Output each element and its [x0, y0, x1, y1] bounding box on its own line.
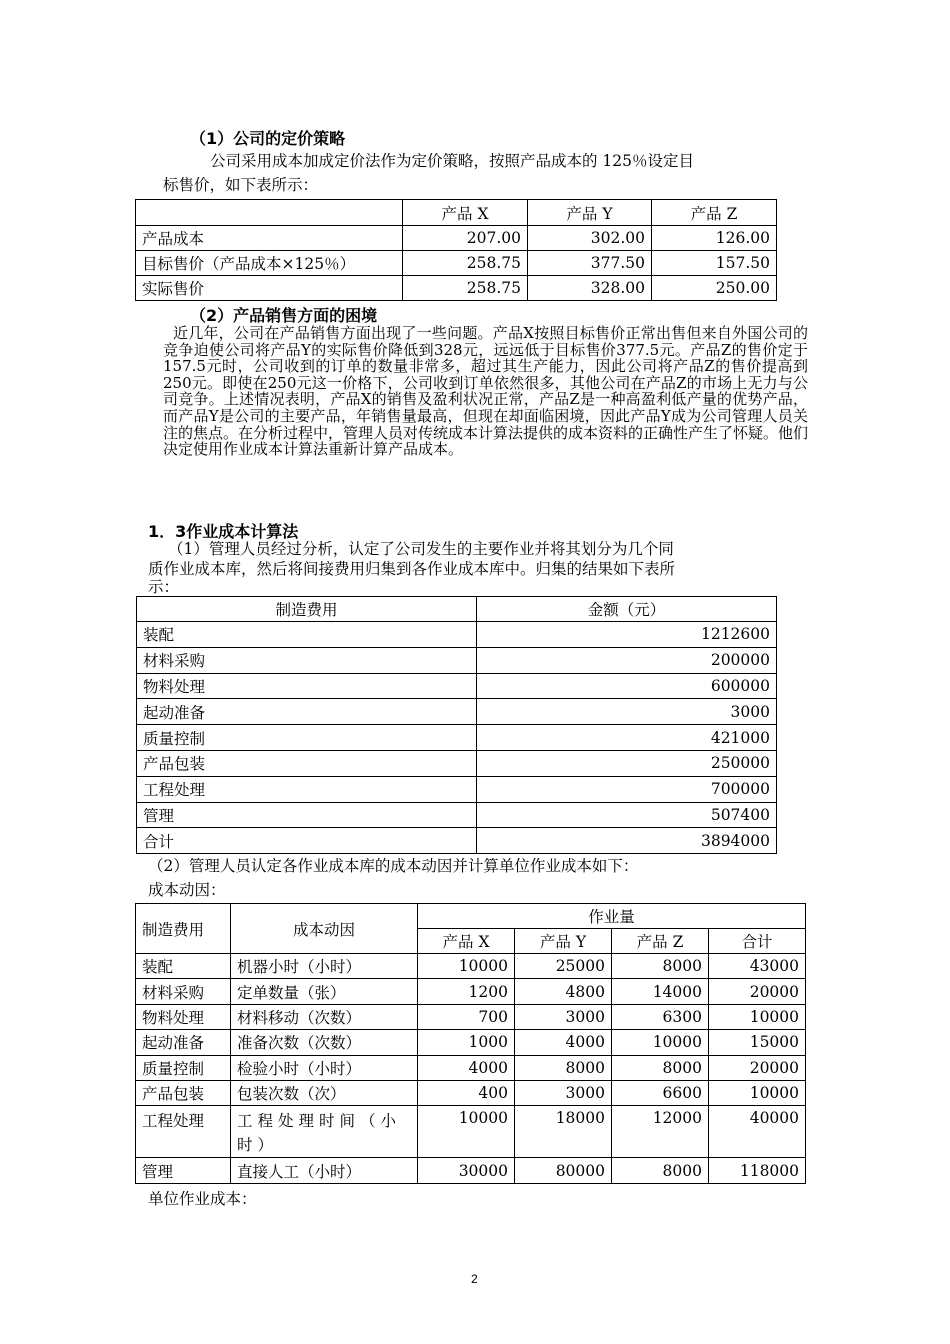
table-cell: 258.75 — [403, 251, 528, 276]
table-cell: 258.75 — [403, 276, 528, 301]
pricing-table — [135, 199, 777, 301]
table-cell: 直接人工（小时） — [231, 1158, 418, 1183]
table-row — [137, 622, 777, 648]
table-cell: 产品包装 — [137, 750, 477, 776]
table-row — [136, 954, 806, 979]
paragraph-sales-difficulty: 近几年，公司在产品销售方面出现了一些问题。产品X按照目标售价正常出售但来自外国公司的竞争迫使公司将产品Y的实际售价降低到328元，远远低于目标售价377.5元。产品Z的售价定于157.5元时，公司收到的订单的数量非常多，超过其生产能力，因此公司将产品Z的售价提高到250元。即使在250元这一价格下，公司收到订单依然很多，其他公司在产品Z的市场上无力与公司竞争。上述情况表明，产品X的销售及盈利状况正常，产品Z是一种高盈利低产量的优势产品，而产品Y是公司的主要产品，年销售量最高，但现在却面临困境，因此产品Y成为公司管理人员关注的焦点。在分析过程中，管理人员对传统成本计算法提供的成本资料的正确性产生了怀疑。他们决定使用作业成本计算法重新计算产品成本。 — [163, 324, 809, 459]
table-cell: 207.00 — [403, 226, 528, 251]
table-row — [137, 647, 777, 673]
table-cell: 3000 — [515, 1004, 612, 1029]
table-header-row — [136, 904, 806, 929]
table-header-row — [137, 597, 777, 622]
table-cell: 250000 — [477, 750, 777, 776]
table-cell: 700000 — [477, 776, 777, 802]
table-cell: 507400 — [477, 802, 777, 828]
table-cell: 工程处理 — [137, 776, 477, 802]
table-cell: 6300 — [612, 1004, 709, 1029]
table-cell: 3894000 — [477, 828, 777, 854]
table-cell: 10000 — [418, 954, 515, 979]
table-row — [137, 750, 777, 776]
cost-driver-label: 成本动因： — [148, 881, 226, 899]
table-row — [136, 1080, 806, 1105]
column-header: 成本动因 — [231, 904, 418, 954]
table-cell: 管理 — [136, 1158, 231, 1183]
table-row — [137, 802, 777, 828]
page-number: 2 — [471, 1272, 478, 1286]
column-header: 产品 Y — [528, 200, 652, 226]
column-header — [136, 200, 403, 226]
table-cell: 物料处理 — [137, 673, 477, 699]
table-cell: 装配 — [136, 954, 231, 979]
table-cell: 328.00 — [528, 276, 652, 301]
paragraph-line: 质作业成本库，然后将间接费用归集到各作业成本库中。归集的结果如下表所 — [148, 560, 676, 578]
table-cell: 材料采购 — [136, 979, 231, 1004]
table-cell: 准备次数（次数） — [231, 1030, 418, 1055]
table-cell: 30000 — [418, 1158, 515, 1183]
table-cell: 8000 — [612, 954, 709, 979]
table-cell: 20000 — [709, 979, 806, 1004]
table-row — [136, 276, 777, 301]
table-cell: 材料采购 — [137, 647, 477, 673]
table-cell: 18000 — [515, 1106, 612, 1158]
table-cell: 起动准备 — [137, 699, 477, 725]
paragraph-line: 示： — [148, 578, 180, 596]
table-cell: 20000 — [709, 1055, 806, 1080]
table-cell: 12000 — [612, 1106, 709, 1158]
table-cell: 10000 — [418, 1106, 515, 1158]
table-cell: 421000 — [477, 725, 777, 751]
table-cell: 工程处理时间（小时） — [231, 1106, 418, 1158]
table-row — [137, 699, 777, 725]
table-cell: 3000 — [477, 699, 777, 725]
table-cell: 302.00 — [528, 226, 652, 251]
paragraph-line: 公司采用成本加成定价法作为定价策略，按照产品成本的 125％设定目 — [210, 152, 695, 170]
table-cell: 4000 — [418, 1055, 515, 1080]
table-cell: 4800 — [515, 979, 612, 1004]
column-header: 产品 Z — [612, 929, 709, 954]
table-cell: 装配 — [137, 622, 477, 648]
table-cell: 600000 — [477, 673, 777, 699]
table-cell: 157.50 — [652, 251, 777, 276]
table-row — [136, 979, 806, 1004]
unit-cost-label: 单位作业成本： — [148, 1190, 257, 1208]
table-cell: 1212600 — [477, 622, 777, 648]
table-row — [136, 1106, 806, 1158]
table-cell: 检验小时（小时） — [231, 1055, 418, 1080]
paragraph-line: （2）管理人员认定各作业成本库的成本动因并计算单位作业成本如下： — [148, 857, 639, 875]
table-cell: 250.00 — [652, 276, 777, 301]
table-cell: 实际售价 — [136, 276, 403, 301]
table-row — [136, 1055, 806, 1080]
table-cell: 40000 — [709, 1106, 806, 1158]
table-cell: 1200 — [418, 979, 515, 1004]
column-header: 产品 X — [418, 929, 515, 954]
table-cell: 80000 — [515, 1158, 612, 1183]
column-header: 产品 Z — [652, 200, 777, 226]
table-cell: 质量控制 — [136, 1055, 231, 1080]
section-heading-sales-difficulty: （2）产品销售方面的困境 — [190, 306, 378, 325]
table-cell: 200000 — [477, 647, 777, 673]
table-cell: 机器小时（小时） — [231, 954, 418, 979]
table-cell: 6600 — [612, 1080, 709, 1105]
table-row — [136, 1030, 806, 1055]
table-cell: 合计 — [137, 828, 477, 854]
table-row — [136, 1004, 806, 1029]
table-cell: 700 — [418, 1004, 515, 1029]
column-header: 制造费用 — [137, 597, 477, 622]
column-header: 制造费用 — [136, 904, 231, 954]
table-cell: 400 — [418, 1080, 515, 1105]
table-cell: 118000 — [709, 1158, 806, 1183]
table-cell: 定单数量（张） — [231, 979, 418, 1004]
table-cell: 8000 — [612, 1055, 709, 1080]
overhead-table — [136, 596, 777, 854]
table-cell: 产品包装 — [136, 1080, 231, 1105]
table-cell: 起动准备 — [136, 1030, 231, 1055]
table-cell: 物料处理 — [136, 1004, 231, 1029]
table-row — [137, 776, 777, 802]
table-cell: 包装次数（次） — [231, 1080, 418, 1105]
table-cell: 14000 — [612, 979, 709, 1004]
column-header: 产品 X — [403, 200, 528, 226]
table-row — [137, 673, 777, 699]
table-cell: 10000 — [612, 1030, 709, 1055]
table-cell: 15000 — [709, 1030, 806, 1055]
table-cell: 质量控制 — [137, 725, 477, 751]
column-group-header: 作业量 — [418, 904, 806, 929]
section-heading-pricing-strategy: （1）公司的定价策略 — [190, 129, 346, 148]
table-cell: 1000 — [418, 1030, 515, 1055]
table-row — [137, 725, 777, 751]
column-header: 产品 Y — [515, 929, 612, 954]
column-header: 金额（元） — [477, 597, 777, 622]
table-cell: 3000 — [515, 1080, 612, 1105]
table-cell: 43000 — [709, 954, 806, 979]
table-cell: 25000 — [515, 954, 612, 979]
table-cell: 产品成本 — [136, 226, 403, 251]
section-heading-abc-method: 1．3作业成本计算法 — [148, 522, 299, 541]
table-cell: 126.00 — [652, 226, 777, 251]
table-row — [136, 226, 777, 251]
table-row — [137, 828, 777, 854]
table-cell: 10000 — [709, 1004, 806, 1029]
table-cell: 10000 — [709, 1080, 806, 1105]
table-cell: 377.50 — [528, 251, 652, 276]
column-header: 合计 — [709, 929, 806, 954]
table-cell: 8000 — [612, 1158, 709, 1183]
cost-driver-table — [135, 903, 806, 1184]
paragraph-line: 标售价，如下表所示： — [163, 176, 319, 194]
table-cell: 目标售价（产品成本×125％） — [136, 251, 403, 276]
table-header-row — [136, 200, 777, 226]
table-cell: 材料移动（次数） — [231, 1004, 418, 1029]
table-row — [136, 251, 777, 276]
table-cell: 工程处理 — [136, 1106, 231, 1158]
table-cell: 管理 — [137, 802, 477, 828]
table-cell: 4000 — [515, 1030, 612, 1055]
paragraph-line: （1）管理人员经过分析，认定了公司发生的主要作业并将其划分为几个同 — [168, 540, 674, 558]
table-row — [136, 1158, 806, 1183]
table-cell: 8000 — [515, 1055, 612, 1080]
